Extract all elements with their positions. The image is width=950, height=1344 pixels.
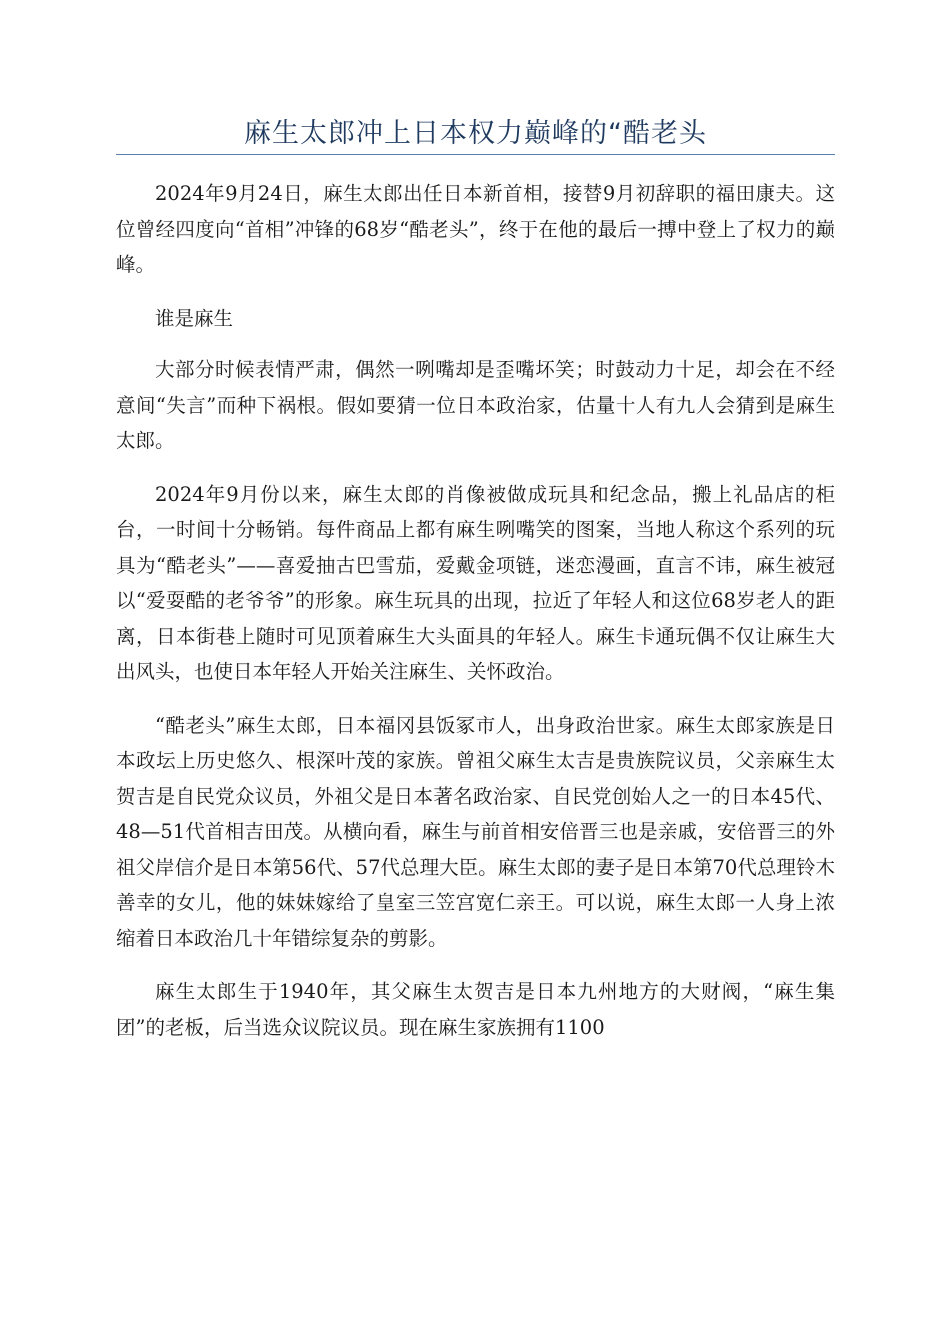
document-title: 麻生太郎冲上日本权力巅峰的“酷老头 — [244, 118, 707, 149]
paragraph-birth: 麻生太郎生于1940年，其父麻生太贺吉是日本九州地方的大财阀，“麻生集团”的老板，后当选众议院议员。现在麻生家族拥有1100 — [116, 980, 835, 1039]
paragraph-description: 大部分时候表情严肃，偶然一咧嘴却是歪嘴坏笑；时鼓动力十足，却会在不经意间“失言”而种下祸根。假如要猜一位日本政治家，估量十人有九人会猜到是麻生太郎。 — [116, 358, 835, 452]
paragraph-intro: 2024年9月24日，麻生太郎出任日本新首相，接替9月初辞职的福田康夫。这位曾经四度向“首相”冲锋的68岁“酷老头”，终于在他的最后一搏中登上了权力的巅峰。 — [116, 182, 835, 276]
title-underline — [116, 154, 835, 155]
section-heading: 谁是麻生 — [155, 306, 234, 330]
document-body — [116, 176, 835, 1063]
paragraph-family: “酷老头”麻生太郎，日本福冈县饭冢市人，出身政治世家。麻生太郎家族是日本政坛上历史悠久、根深叶茂的家族。曾祖父麻生太吉是贵族院议员，父亲麻生太贺吉是自民党众议员，外祖父是日本著名政治家、自民党创始人之一的日本45代、48—51代首相吉田茂。从横向看，麻生与前首相安倍晋三也是亲戚，安倍晋三的外祖父岸信介是日本第56代、57代总理大臣。麻生太郎的妻子是日本第70代总理铃木善幸的女儿，他的妹妹嫁给了皇室三笠宫宽仁亲王。可以说，麻生太郎一人身上浓缩着日本政治几十年错综复杂的剪影。 — [116, 713, 835, 950]
paragraph-toys: 2024年9月份以来，麻生太郎的肖像被做成玩具和纪念品，搬上礼品店的柜台，一时间十分畅销。每件商品上都有麻生咧嘴笑的图案，当地人称这个系列的玩具为“酷老头”——喜爱抽古巴雪茄，爱戴金项链，迷恋漫画，直言不讳，麻生被冠以“爱耍酷的老爷爷”的形象。麻生玩具的出现，拉近了年轻人和这位68岁老人的距离，日本街巷上随时可见顶着麻生大头面具的年轻人。麻生卡通玩偶不仅让麻生大出风头，也使日本年轻人开始关注麻生、关怀政治。 — [116, 482, 835, 683]
